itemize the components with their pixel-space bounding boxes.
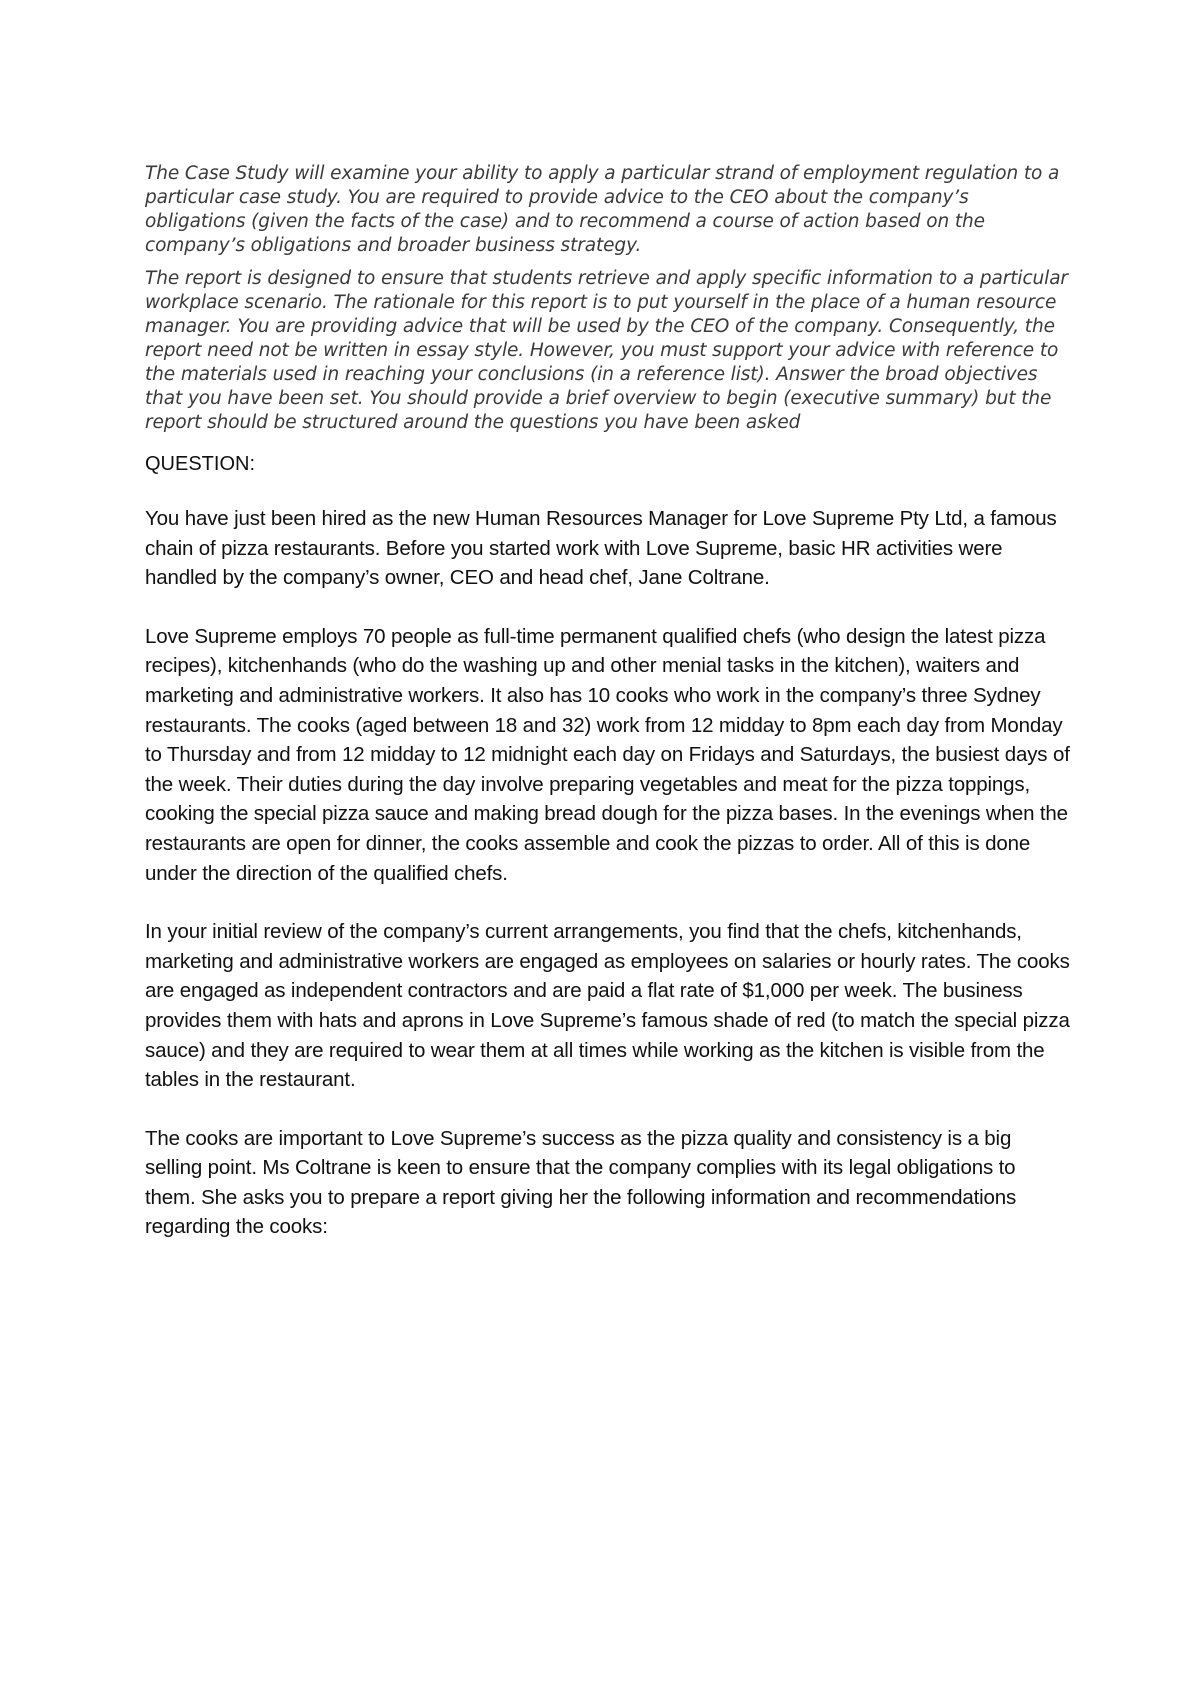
body-paragraph: Love Supreme employs 70 people as full-time permanent qualified chefs (who design the latest pizza recipes), kitchenhands (who do the washing up and other menial tasks in the kitchen), waiters and marketing and administrative workers. It also has 10 cooks who work in the company’s three Sydney restaurants. The cooks (aged between 18 and 32) work from 12 midday to 8pm each day from Monday to Thursday and from 12 midday to 12 midnight each day on Fridays and Saturdays, the busiest days of the week. Their duties during the day involve preparing vegetables and meat for the pizza toppings, cooking the special pizza sauce and making bread dough for the pizza bases. In the evenings when the restaurants are open for dinner, the cooks assemble and cook the pizzas to order. All of this is done under the direction of the qualified chefs. xyxy=(145,624,1070,885)
body-paragraph: You have just been hired as the new Human Resources Manager for Love Supreme Pty Ltd, a famous chain of pizza restaurants. Before you started work with Love Supreme, basic HR activities were handled by the company’s owner, CEO and head chef, Jane Coltrane. xyxy=(145,507,1057,590)
intro-paragraph: The Case Study will examine your ability to apply a particular strand of employment regulation to a particular case study. You are required to provide advice to the CEO about the company’s obligations (given the facts of the case) and to recommend a course of action based on the company’s obligations and broader business strategy. xyxy=(145,163,1060,256)
body-paragraph: In your initial review of the company’s current arrangements, you find that the chefs, kitchenhands, marketing and administrative workers are engaged as employees on salaries or hourly rates. The cooks are engaged as independent contractors and are paid a flat rate of $1,000 per week. The business provides them with hats and aprons in Love Supreme’s famous shade of red (to match the special pizza sauce) and they are required to wear them at all times while working as the kitchen is visible from the tables in the restaurant. xyxy=(145,920,1070,1092)
intro-paragraph: The report is designed to ensure that students retrieve and apply specific information to a particular workplace scenario. The rationale for this report is to put yourself in the place of a human resource manager. You are providing advice that will be used by the CEO of the company. Consequently, the report need not be written in essay style. However, you must support your advice with reference to the materials used in reaching your conclusions (in a reference list). Answer the broad objectives that you have been set. You should provide a brief overview to begin (executive summary) but the report should be structured around the questions you have been asked xyxy=(145,268,1068,433)
question-heading: QUESTION: xyxy=(145,453,256,475)
document-content xyxy=(145,162,1070,1271)
body-paragraph: The cooks are important to Love Supreme’s success as the pizza quality and consistency is a big selling point. Ms Coltrane is keen to ensure that the company complies with its legal obligations to them. She asks you to prepare a report giving her the following information and recommendations regarding the cooks: xyxy=(145,1126,1017,1239)
